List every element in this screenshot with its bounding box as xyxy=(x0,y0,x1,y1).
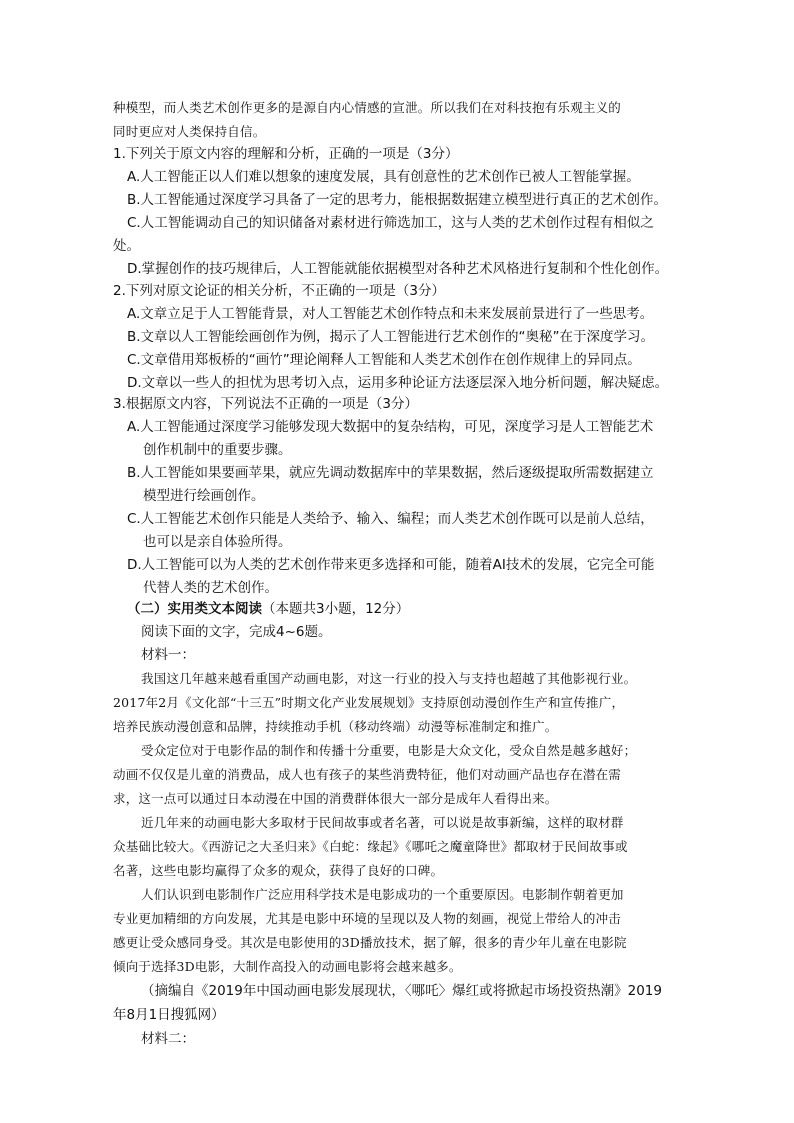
question-3-option-d: D.人工智能可以为人类的艺术创作带来更多选择和可能，随着AI技术的发展，它完全可能 xyxy=(127,557,655,573)
question-3-option-d-cont: 代替人类的艺术创作。 xyxy=(143,580,278,596)
intro-line-1: 种模型，而人类艺术创作更多的是源自内心情感的宣泄。所以我们在对科技抱有乐观主义的 xyxy=(113,100,622,115)
material-1-p2-line-1: 受众定位对于电影作品的制作和传播十分重要，电影是大众文化，受众自然是越多越好； xyxy=(141,743,637,758)
material-2-label: 材料二： xyxy=(141,1031,195,1047)
question-2-option-d: D.文章以一些人的担忧为思考切入点，运用多种论证方法逐层深入地分析问题，解决疑虑。 xyxy=(127,375,669,391)
material-1-p3-line-3: 名著，这些电影均赢得了众多的观众，获得了良好的口碑。 xyxy=(113,863,444,878)
section-instruction: 阅读下面的文字，完成4~6题。 xyxy=(141,624,332,640)
material-1-label: 材料一： xyxy=(141,647,195,663)
question-2-stem: 2.下列对原文论证的相关分析，不正确的一项是（3分） xyxy=(113,283,445,299)
question-3-option-a-cont: 创作机制中的重要步骤。 xyxy=(143,442,292,458)
question-3-option-a: A.人工智能通过深度学习能够发现大数据中的复杂结构，可见，深度学习是人工智能艺术 xyxy=(127,419,654,435)
material-1-p3-line-2: 众基础比较大。《西游记之大圣归来》《白蛇：缘起》《哪吒之魔童降世》都取材于民间故事或 xyxy=(113,839,628,854)
question-3-option-b-cont: 模型进行绘画创作。 xyxy=(143,488,265,504)
material-1-p1-line-3: 培养民族动漫创意和品牌，持续推动手机（移动终端）动漫等标准制定和推广。 xyxy=(113,719,558,734)
question-1-option-d: D.掌握创作的技巧规律后，人工智能就能依据模型对各种艺术风格进行复制和个性化创作。 xyxy=(127,261,669,277)
source-note-line-1: （摘编自《2019年中国动画电影发展现状，〈哪吒〉爆红或将掀起市场投资热潮》2019 xyxy=(141,983,662,999)
question-1-option-c-cont: 处。 xyxy=(113,238,140,254)
question-1-option-b: B.人工智能通过深度学习具备了一定的思考力，能根据数据建立模型进行真正的艺术创作。 xyxy=(127,192,668,208)
question-3-option-b: B.人工智能如果要画苹果，就应先调动数据库中的苹果数据，然后逐级提取所需数据建立 xyxy=(127,465,654,481)
question-2-option-b: B.文章以人工智能绘画创作为例，揭示了人工智能进行艺术创作的“奥秘”在于深度学习。 xyxy=(127,329,655,345)
question-3-stem: 3.根据原文内容，下列说法不正确的一项是（3分） xyxy=(113,396,418,412)
section-heading-title: （二）实用类文本阅读 xyxy=(127,601,262,617)
material-1-p2-line-2: 动画不仅仅是儿童的消费品，成人也有孩子的某些消费特征，他们对动画产品也存在潜在需 xyxy=(113,767,622,782)
question-3-option-c: C.人工智能艺术创作只能是人类给予、输入、编程；而人类艺术创作既可以是前人总结， xyxy=(127,511,654,527)
question-3-option-c-cont: 也可以是亲自体验所得。 xyxy=(143,534,292,550)
question-1-option-a: A.人工智能正以人们难以想象的速度发展，具有创意性的艺术创作已被人工智能掌握。 xyxy=(127,169,640,185)
material-1-p1-line-1: 我国这几年越来越看重国产动画电影，对这一行业的投入与支持也超越了其他影视行业。 xyxy=(141,671,637,686)
section-heading xyxy=(127,603,409,617)
question-2-option-c: C.文章借用郑板桥的“画竹”理论阐释人工智能和人类艺术创作在创作规律上的异同点。 xyxy=(127,352,641,368)
material-1-p3-line-1: 近几年来的动画电影大多取材于民间故事或者名著，可以说是故事新编，这样的取材群 xyxy=(141,815,624,830)
material-1-p4-line-1: 人们认识到电影制作广泛应用科学技术是电影成功的一个重要原因。电影制作朝着更加 xyxy=(141,887,624,902)
question-1-option-c: C.人工智能调动自己的知识储备对素材进行筛选加工，这与人类的艺术创作过程有相似之 xyxy=(127,215,654,231)
question-2-option-a: A.文章立足于人工智能背景，对人工智能艺术创作特点和未来发展前景进行了一些思考。 xyxy=(127,306,654,322)
material-1-p4-line-3: 感更让受众感同身受。其次是电影使用的3D播放技术，据了解，很多的青少年儿童在电影院 xyxy=(113,935,627,950)
source-note-line-2: 年8月1日搜狐网） xyxy=(113,1007,225,1023)
material-1-p4-line-4: 倾向于选择3D电影，大制作高投入的动画电影将会越来越多。 xyxy=(113,959,462,974)
material-1-p4-line-2: 专业更加精细的方向发展，尤其是电影中环境的呈现以及人物的刻画，视觉上带给人的冲击 xyxy=(113,911,622,926)
question-1-stem: 1.下列关于原文内容的理解和分析，正确的一项是（3分） xyxy=(113,146,459,162)
intro-line-2: 同时更应对人类保持自信。 xyxy=(113,124,266,139)
section-heading-note: （本题共3小题，12分） xyxy=(262,601,410,617)
material-1-p1-line-2: 2017年2月《文化部“十三五”时期文化产业发展规划》支持原创动漫创作生产和宣传推广， xyxy=(113,695,625,710)
material-1-p2-line-3: 求，这一点可以通过日本动漫在中国的消费群体很大一部分是成年人看得出来。 xyxy=(113,791,558,806)
